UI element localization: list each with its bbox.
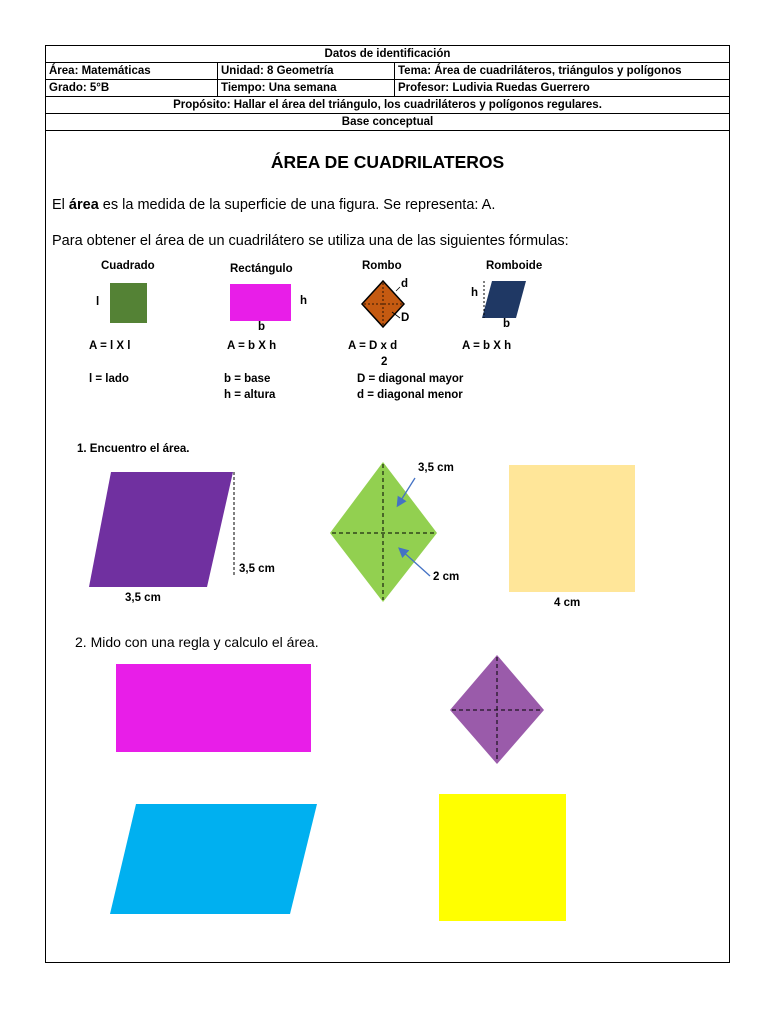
- ex1-rhombus: [330, 462, 437, 602]
- romboide-shape: [482, 281, 526, 318]
- romboide-b-label: b: [503, 318, 511, 330]
- cuadrado-name: Cuadrado: [101, 260, 155, 272]
- ex1-parallelogram-base-label: 3,5 cm: [125, 592, 161, 604]
- header-tema: Tema: Área de cuadriláteros, triángulos y polígonos: [395, 63, 730, 80]
- rombo-legend-menor: d = diagonal menor: [357, 389, 463, 401]
- page-title: ÁREA DE CUADRILATEROS: [270, 152, 505, 172]
- formulas-intro: Para obtener el área de un cuadrilátero se utiliza una de las siguientes fórmulas:: [52, 233, 569, 249]
- rombo-d-label: d: [401, 278, 409, 290]
- header-profesor: Profesor: Ludivia Ruedas Guerrero: [395, 80, 730, 97]
- rombo-d-pointer: [396, 287, 400, 291]
- intro-prefix: El: [52, 197, 69, 213]
- romboide-formula: A = b X h: [462, 340, 512, 352]
- rectangulo-legend-base: b = base: [224, 373, 271, 385]
- ex2-parallelogram: [110, 804, 317, 914]
- rectangulo-h-label: h: [300, 295, 308, 307]
- ex1-rhombus-bottom-label: 2 cm: [433, 571, 460, 583]
- ex1-square: [509, 465, 635, 592]
- rombo-name: Rombo: [362, 260, 402, 272]
- exercise2-label: 2. Mido con una regla y calculo el área.: [75, 634, 319, 650]
- rectangulo-b-label: b: [258, 321, 266, 333]
- rectangulo-shape: [230, 284, 291, 321]
- cuadrado-side-label: l: [96, 296, 100, 308]
- header-title: Datos de identificación: [46, 46, 730, 63]
- rombo-legend-mayor: D = diagonal mayor: [357, 373, 464, 385]
- cuadrado-shape: [110, 283, 147, 323]
- ex1-rhombus-top-label: 3,5 cm: [418, 462, 454, 474]
- ex1-square-side-label: 4 cm: [554, 597, 581, 609]
- header-grado: Grado: 5°B: [46, 80, 218, 97]
- intro-bold-term: área: [68, 197, 99, 213]
- cuadrado-formula: A = l X l: [89, 340, 131, 352]
- ex2-rectangle: [116, 664, 311, 752]
- romboide-name: Romboide: [486, 260, 543, 272]
- header-proposito: Propósito: Hallar el área del triángulo, los cuadriláteros y polígonos regulares.: [46, 97, 730, 114]
- header-tiempo: Tiempo: Una semana: [218, 80, 395, 97]
- ex2-square: [439, 794, 566, 921]
- rombo-formula-denominator: 2: [381, 356, 388, 368]
- header-unidad: Unidad: 8 Geometría: [218, 63, 395, 80]
- ex1-parallelogram: [89, 472, 233, 587]
- ex1-parallelogram-height-label: 3,5 cm: [239, 563, 275, 575]
- rombo-formula: A = D x d: [348, 340, 398, 352]
- rectangulo-formula: A = b X h: [227, 340, 277, 352]
- rombo-D-label: D: [401, 312, 410, 324]
- intro-rest: es la medida de la superficie de una figura. Se representa: A.: [98, 197, 496, 213]
- header-base: Base conceptual: [46, 114, 730, 131]
- rectangulo-legend-altura: h = altura: [224, 389, 276, 401]
- romboide-h-label: h: [471, 287, 479, 299]
- header-area: Área: Matemáticas: [46, 63, 218, 80]
- exercise1-label: 1. Encuentro el área.: [77, 443, 190, 455]
- cuadrado-legend: l = lado: [89, 373, 129, 385]
- rectangulo-name: Rectángulo: [230, 263, 293, 275]
